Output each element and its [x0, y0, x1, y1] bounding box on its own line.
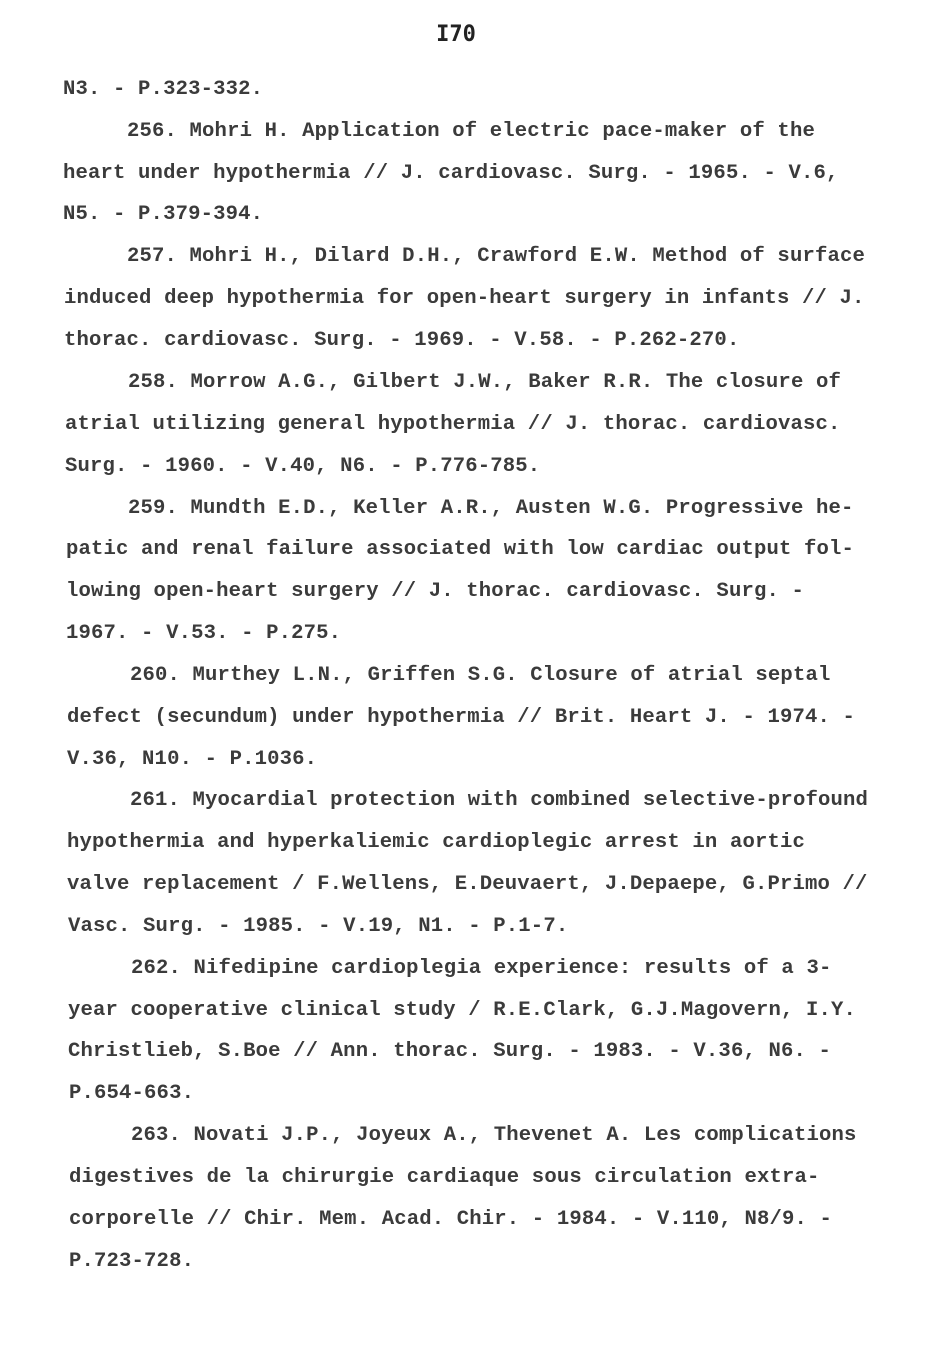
text-line: corporelle // Chir. Mem. Acad. Chir. - 1984. - V.110, N8/9. - — [69, 1208, 833, 1231]
text-line: thorac. cardiovasc. Surg. - 1969. - V.58. - P.262-270. — [64, 329, 740, 352]
text-line: hypothermia and hyperkaliemic cardioplegic arrest in aortic — [67, 831, 805, 854]
page-number: I70 — [436, 22, 476, 47]
text-line: Surg. - 1960. - V.40, N6. - P.776-785. — [65, 455, 541, 478]
text-line: defect (secundum) under hypothermia // Brit. Heart J. - 1974. - — [67, 706, 856, 729]
text-line: Christlieb, S.Boe // Ann. thorac. Surg. - 1983. - V.36, N6. - — [68, 1040, 832, 1063]
text-line: V.36, N10. - P.1036. — [67, 748, 318, 771]
text-line: 258. Morrow A.G., Gilbert J.W., Baker R.R. The closure of — [128, 371, 841, 394]
text-line: P.654-663. — [69, 1082, 195, 1105]
text-line: 260. Murthey L.N., Griffen S.G. Closure of atrial septal — [130, 664, 831, 687]
text-line: year cooperative clinical study / R.E.Clark, G.J.Magovern, I.Y. — [68, 999, 857, 1022]
text-line: 259. Mundth E.D., Keller A.R., Austen W.G. Progressive he- — [128, 497, 854, 520]
text-line: P.723-728. — [69, 1250, 195, 1273]
text-line: N3. - P.323-332. — [63, 78, 264, 101]
text-line: patic and renal failure associated with low cardiac output fol- — [66, 538, 855, 561]
text-line: atrial utilizing general hypothermia // J. thorac. cardiovasc. — [65, 413, 841, 436]
text-line: induced deep hypothermia for open-heart surgery in infants // J. — [64, 287, 865, 310]
text-line: N5. - P.379-394. — [63, 203, 264, 226]
text-line: digestives de la chirurgie cardiaque sous circulation extra- — [69, 1166, 820, 1189]
text-line: 263. Novati J.P., Joyeux A., Thevenet A. Les complications — [131, 1124, 857, 1147]
text-line: 257. Mohri H., Dilard D.H., Crawford E.W. Method of surface — [127, 245, 865, 268]
text-line: valve replacement / F.Wellens, E.Deuvaert, J.Depaepe, G.Primo // — [67, 873, 868, 896]
text-line: 256. Mohri H. Application of electric pace-maker of the — [127, 120, 815, 143]
text-line: heart under hypothermia // J. cardiovasc. Surg. - 1965. - V.6, — [63, 162, 839, 185]
text-line: 1967. - V.53. - P.275. — [66, 622, 342, 645]
text-line: 261. Myocardial protection with combined selective-profound — [130, 789, 868, 812]
text-line: Vasc. Surg. - 1985. - V.19, N1. - P.1-7. — [68, 915, 569, 938]
text-line: lowing open-heart surgery // J. thorac. cardiovasc. Surg. - — [66, 580, 804, 603]
text-line: 262. Nifedipine cardioplegia experience: results of a 3- — [131, 957, 832, 980]
